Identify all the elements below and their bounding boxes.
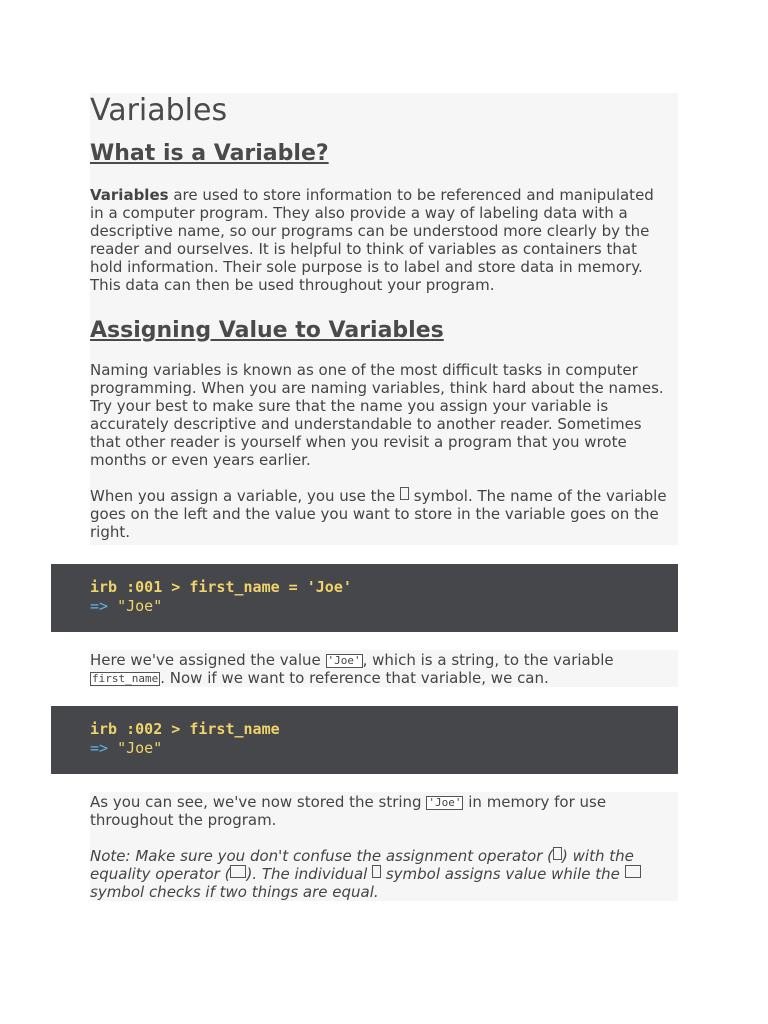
code-block-1	[51, 564, 678, 632]
stored-string-paragraph: As you can see, we've now stored the string 'Joe' in memory for use throughout the program.	[90, 793, 607, 829]
assign-symbol	[372, 865, 381, 878]
code-output: => "Joe"	[90, 739, 163, 757]
assigned-value-panel	[90, 650, 678, 687]
naming-paragraph: Naming variables is known as one of the most difficult tasks in computer programming. When you are naming variables, think hard about the names. Try your best to make sure that the name you assign your variable is accurately descriptive and understandable to another reader. Sometimes that other reader is yourself when you revisit a program that you wrote months or even years earlier.	[90, 361, 664, 469]
equality-symbol	[230, 865, 246, 878]
inline-code-first-name: first_name	[92, 672, 159, 685]
variable-definition-paragraph: Variables are used to store information to be referenced and manipulated in a computer program. They also provide a way of labeling data with a descriptive name, so our programs can be understood more clearly by the reader and ourselves. It is helpful to think of variables as containers that hold information. Their sole purpose is to label and store data in memory. This data can then be used throughout your program.	[90, 186, 654, 294]
assign-symbol	[553, 847, 562, 860]
code-command: irb :002 > first_name	[90, 720, 280, 738]
code-block-2	[51, 706, 678, 774]
assign-paragraph: When you assign a variable, you use the symbol. The name of the variable goes on the left and the value you want to store in the variable goes on the right.	[90, 487, 667, 541]
assign-symbol	[400, 487, 409, 500]
assigned-value-paragraph: Here we've assigned the value 'Joe' , which is a string, to the variable first_name . Now if we want to reference that variable, we can.	[90, 651, 614, 687]
inline-code-joe: 'Joe'	[428, 796, 462, 809]
equality-symbol	[625, 865, 641, 878]
code-output: => "Joe"	[90, 597, 163, 615]
page-title: Variables	[90, 93, 228, 128]
stored-string-panel	[90, 792, 678, 901]
bold-term: Variables	[90, 186, 169, 204]
code-command: irb :001 > first_name = 'Joe'	[90, 578, 352, 596]
note-paragraph: Note: Make sure you don't confuse the assignment operator ( ) with the equality operator ( ). The individual symbol assigns value while the symbol checks if two things are equal.	[90, 847, 668, 901]
output-arrow: =>	[90, 739, 109, 757]
intro-panel	[90, 93, 678, 545]
output-arrow: =>	[90, 597, 109, 615]
section-heading-assigning: Assigning Value to Variables	[90, 318, 444, 343]
section-heading-what-is-variable: What is a Variable?	[90, 141, 329, 166]
inline-code-joe: 'Joe'	[327, 654, 361, 667]
